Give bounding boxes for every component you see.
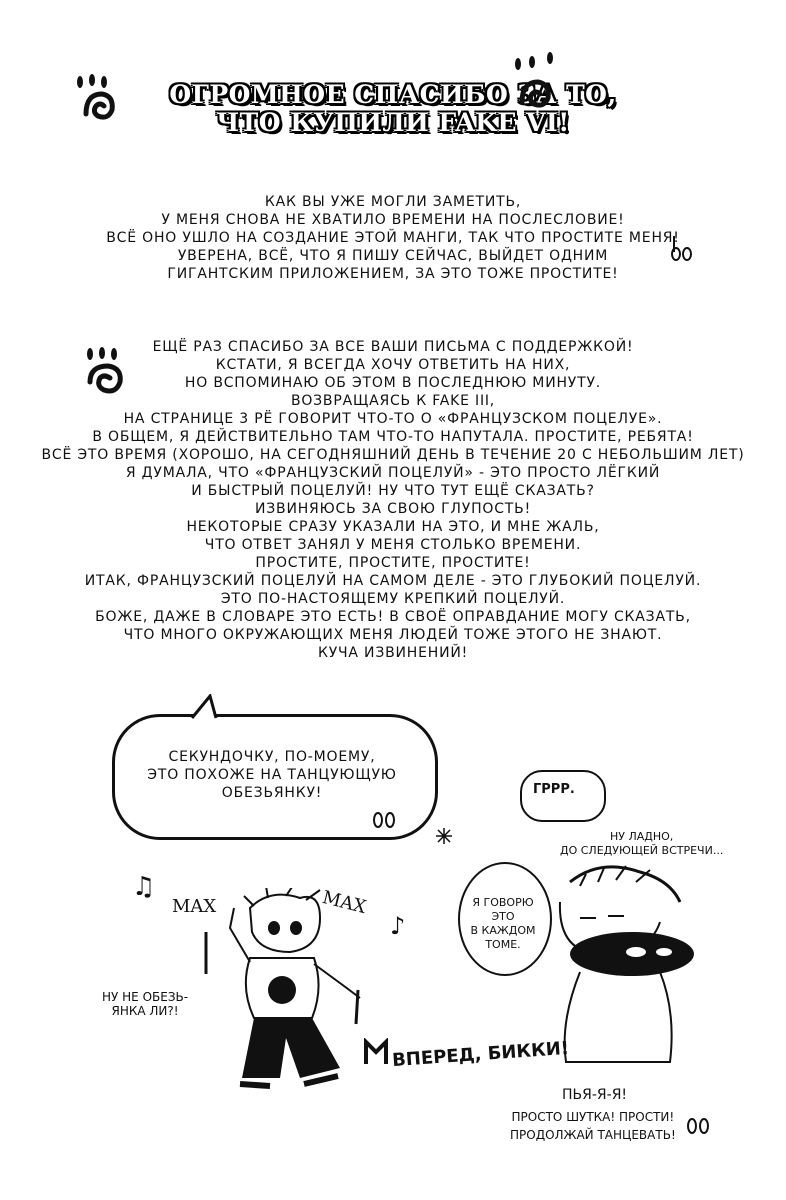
- text-line: ГИГАНТСКИМ ПРИЛОЖЕНИЕМ, ЗА ЭТО ТОЖЕ ПРОСТИТЕ!: [167, 266, 619, 282]
- text-line: КАК ВЫ УЖЕ МОГЛИ ЗАМЕТИТЬ,: [264, 194, 522, 210]
- max-left-text: MAX: [172, 896, 217, 917]
- music-note-icon: ♪: [390, 912, 406, 940]
- text-line: ЧТО МНОГО ОКРУЖАЮЩИХ МЕНЯ ЛЮДЕЙ ТОЖЕ ЭТОГО НЕ ЗНАЮТ.: [123, 627, 663, 643]
- text-line: ЭТО ПО-НАСТОЯЩЕМУ КРЕПКИЙ ПОЦЕЛУЙ.: [220, 591, 566, 607]
- page-title-line2: ЧТО КУПИЛИ FAKE VI!: [216, 108, 570, 137]
- every-volume-text: [462, 896, 544, 952]
- text-line: ИТАК, ФРАНЦУЗСКИЙ ПОЦЕЛУЙ НА САМОМ ДЕЛЕ - ЭТО ГЛУБОКИЙ ПОЦЕЛУЙ.: [84, 573, 702, 589]
- motion-lines-icon: [196, 930, 216, 980]
- sweat-drops-icon: [668, 232, 694, 262]
- text-line: НО ВСПОМИНАЮ ОБ ЭТОМ В ПОСЛЕДНЮЮ МИНУТУ.: [184, 375, 602, 391]
- arrow-burst-icon: [362, 1038, 392, 1068]
- max-right-text: MAX: [320, 886, 369, 919]
- text-line: УВЕРЕНА, ВСЁ, ЧТО Я ПИШУ СЕЙЧАС, ВЫЙДЕТ ОДНИМ: [177, 248, 609, 264]
- every-volume-line: Я ГОВОРЮ: [472, 896, 534, 909]
- motion-lines-icon: [348, 988, 368, 1028]
- monkey-line: ЯНКА ЛИ?!: [111, 1004, 179, 1018]
- see-you-line: ДО СЛЕДУЮЩЕЙ ВСТРЕЧИ...: [560, 844, 724, 857]
- text-line: В ОБЩЕМ, Я ДЕЙСТВИТЕЛЬНО ТАМ ЧТО-ТО НАПУТАЛА. ПРОСТИТЕ, РЕБЯТА!: [92, 429, 694, 445]
- bubble-line: СЕКУНДОЧКУ, ПО-МОЕМУ,: [168, 749, 376, 765]
- joke-line: ПРОДОЛЖАЙ ТАНЦЕВАТЬ!: [510, 1128, 676, 1142]
- text-line: У МЕНЯ СНОВА НЕ ХВАТИЛО ВРЕМЕНИ НА ПОСЛЕСЛОВИЕ!: [161, 212, 625, 228]
- text-line: ПРОСТИТЕ, ПРОСТИТЕ, ПРОСТИТЕ!: [255, 555, 531, 571]
- spiral-icon: [80, 84, 120, 128]
- bubble-line: ОБЕЗЬЯНКУ!: [221, 785, 323, 801]
- text-line: БОЖЕ, ДАЖЕ В СЛОВАРЕ ЭТО ЕСТЬ! В СВОЁ ОПРАВДАНИЕ МОГУ СКАЗАТЬ,: [95, 609, 691, 625]
- growl-text: ГРРР.: [533, 782, 575, 797]
- every-volume-line: ТОМЕ.: [485, 938, 521, 951]
- forward-text: ВПЕРЕД, БИККИ!: [391, 1037, 570, 1072]
- text-line: КСТАТИ, Я ВСЕГДА ХОЧУ ОТВЕТИТЬ НА НИХ,: [215, 357, 571, 373]
- text-line: ИЗВИНЯЮСЬ ЗА СВОЮ ГЛУПОСТЬ!: [255, 501, 531, 517]
- text-line: ВСЁ ЭТО ВРЕМЯ (ХОРОШО, НА СЕГОДНЯШНИЙ ДЕНЬ В ТЕЧЕНИЕ 20 С НЕБОЛЬШИМ ЛЕТ): [41, 447, 745, 463]
- sweat-drops-icon: [370, 800, 400, 830]
- bubble-tail-icon: [190, 694, 230, 720]
- page-title-line1: ОГРОМНОЕ СПАСИБО ЗА ТО,: [169, 80, 617, 109]
- text-line: ВОЗВРАЩАЯСЬ К FAKE III,: [290, 393, 496, 409]
- joke-text: [510, 1108, 676, 1144]
- text-line: ЕЩЁ РАЗ СПАСИБО ЗА ВСЕ ВАШИ ПИСЬМА С ПОДДЕРЖКОЙ!: [152, 339, 634, 355]
- music-note-icon: ♫: [132, 872, 156, 902]
- text-line: И БЫСТРЫЙ ПОЦЕЛУЙ! НУ ЧТО ТУТ ЕЩЁ СКАЗАТЬ?: [191, 483, 595, 499]
- monkey-text: [102, 990, 188, 1018]
- spiral-icon: [516, 72, 556, 116]
- text-line: НЕКОТОРЫЕ СРАЗУ УКАЗАЛИ НА ЭТО, И МНЕ ЖАЛЬ,: [186, 519, 600, 535]
- text-line: ЧТО ОТВЕТ ЗАНЯЛ У МЕНЯ СТОЛЬКО ВРЕМЕНИ.: [204, 537, 582, 553]
- monkey-line: НУ НЕ ОБЕЗЬ-: [102, 990, 189, 1004]
- see-you-line: НУ ЛАДНО,: [610, 830, 674, 843]
- every-volume-line: В КАЖДОМ: [470, 924, 536, 937]
- sweat-drops-icon: [684, 1104, 712, 1138]
- sparkle-icon: [434, 826, 454, 846]
- joke-line: ПРОСТО ШУТКА! ПРОСТИ!: [511, 1110, 675, 1124]
- sweat-drops-icon: [74, 70, 114, 90]
- see-you-text: [560, 830, 723, 858]
- speech-bubble-text: [112, 748, 432, 802]
- text-line: ВСЁ ОНО УШЛО НА СОЗДАНИЕ ЭТОЙ МАНГИ, ТАК ЧТО ПРОСТИТЕ МЕНЯ!: [106, 230, 680, 246]
- every-volume-line: ЭТО: [491, 910, 515, 923]
- text-line: НА СТРАНИЦЕ 3 РЁ ГОВОРИТ ЧТО-ТО О «ФРАНЦУЗСКОМ ПОЦЕЛУЕ».: [123, 411, 663, 427]
- bubble-line: ЭТО ПОХОЖЕ НА ТАНЦУЮЩУЮ: [147, 767, 397, 783]
- paragraph-2: [0, 338, 786, 662]
- text-line: КУЧА ИЗВИНЕНИЙ!: [317, 645, 469, 661]
- text-line: Я ДУМАЛА, ЧТО «ФРАНЦУЗСКИЙ ПОЦЕЛУЙ» - ЭТО ПРОСТО ЛЁГКИЙ: [125, 465, 661, 481]
- sweat-drops-icon: [510, 50, 560, 72]
- pya-text: ПЬЯ-Я-Я!: [562, 1087, 628, 1103]
